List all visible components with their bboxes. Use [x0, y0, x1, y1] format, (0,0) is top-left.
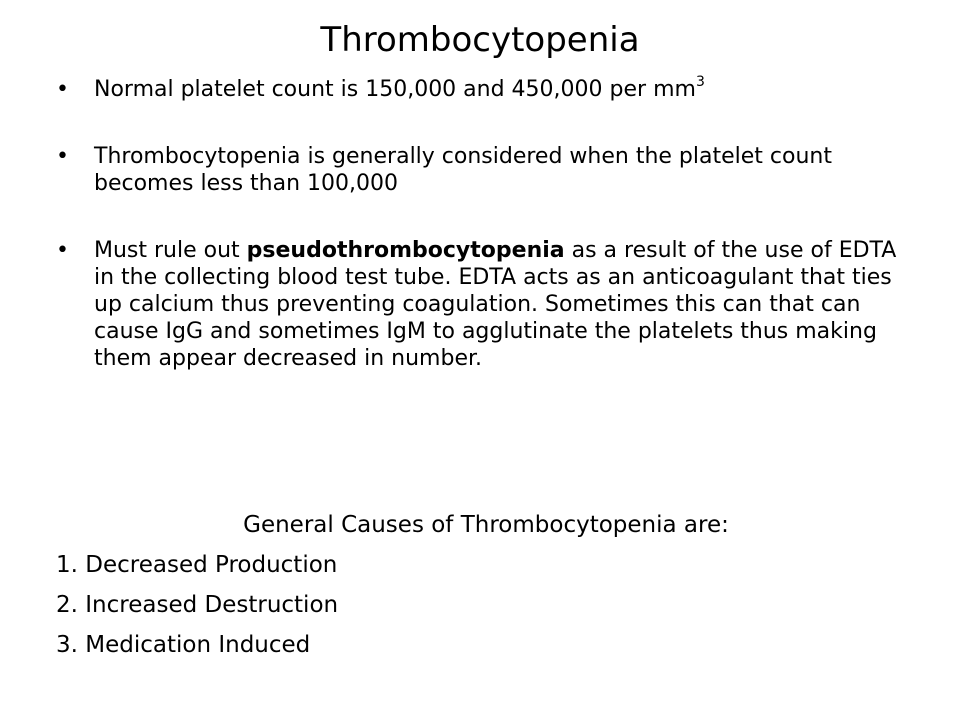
bullet-marker: • [56, 238, 69, 263]
bullet-item-normal-count [52, 73, 912, 103]
causes-heading: General Causes of Thrombocytopenia are: [243, 512, 729, 538]
bullet-item-pseudo [52, 237, 912, 372]
bold-term: pseudothrombocytopenia [246, 238, 565, 263]
superscript-exponent: 3 [695, 73, 705, 90]
bullet-list [52, 73, 912, 372]
slide-title: Thrombocytopenia [320, 20, 640, 60]
bullet-text: Normal platelet count is 150,000 and 450,000 per mm [94, 77, 696, 102]
cause-item-2: 2. Increased Destruction [56, 592, 339, 618]
causes-section [56, 505, 916, 665]
cause-item-3: 3. Medication Induced [56, 632, 311, 658]
cause-item-1: 1. Decreased Production [56, 552, 338, 578]
bullet-marker: • [56, 144, 69, 169]
bullet-item-definition [52, 143, 912, 197]
bullet-text-prefix: Must rule out [94, 238, 247, 263]
bullet-marker: • [56, 77, 69, 102]
bullet-text-suffix: as a result of the use of EDTA in the collecting blood test tube. EDTA acts as an anticoagulant that ties up calcium thus preventing coagulation. Sometimes this can that can cause IgG and sometimes IgM to agglutinate the platelets thus making them appear decreased in number. [94, 238, 897, 371]
bullet-text: Thrombocytopenia is generally considered when the platelet count becomes less than 100,000 [94, 144, 832, 196]
